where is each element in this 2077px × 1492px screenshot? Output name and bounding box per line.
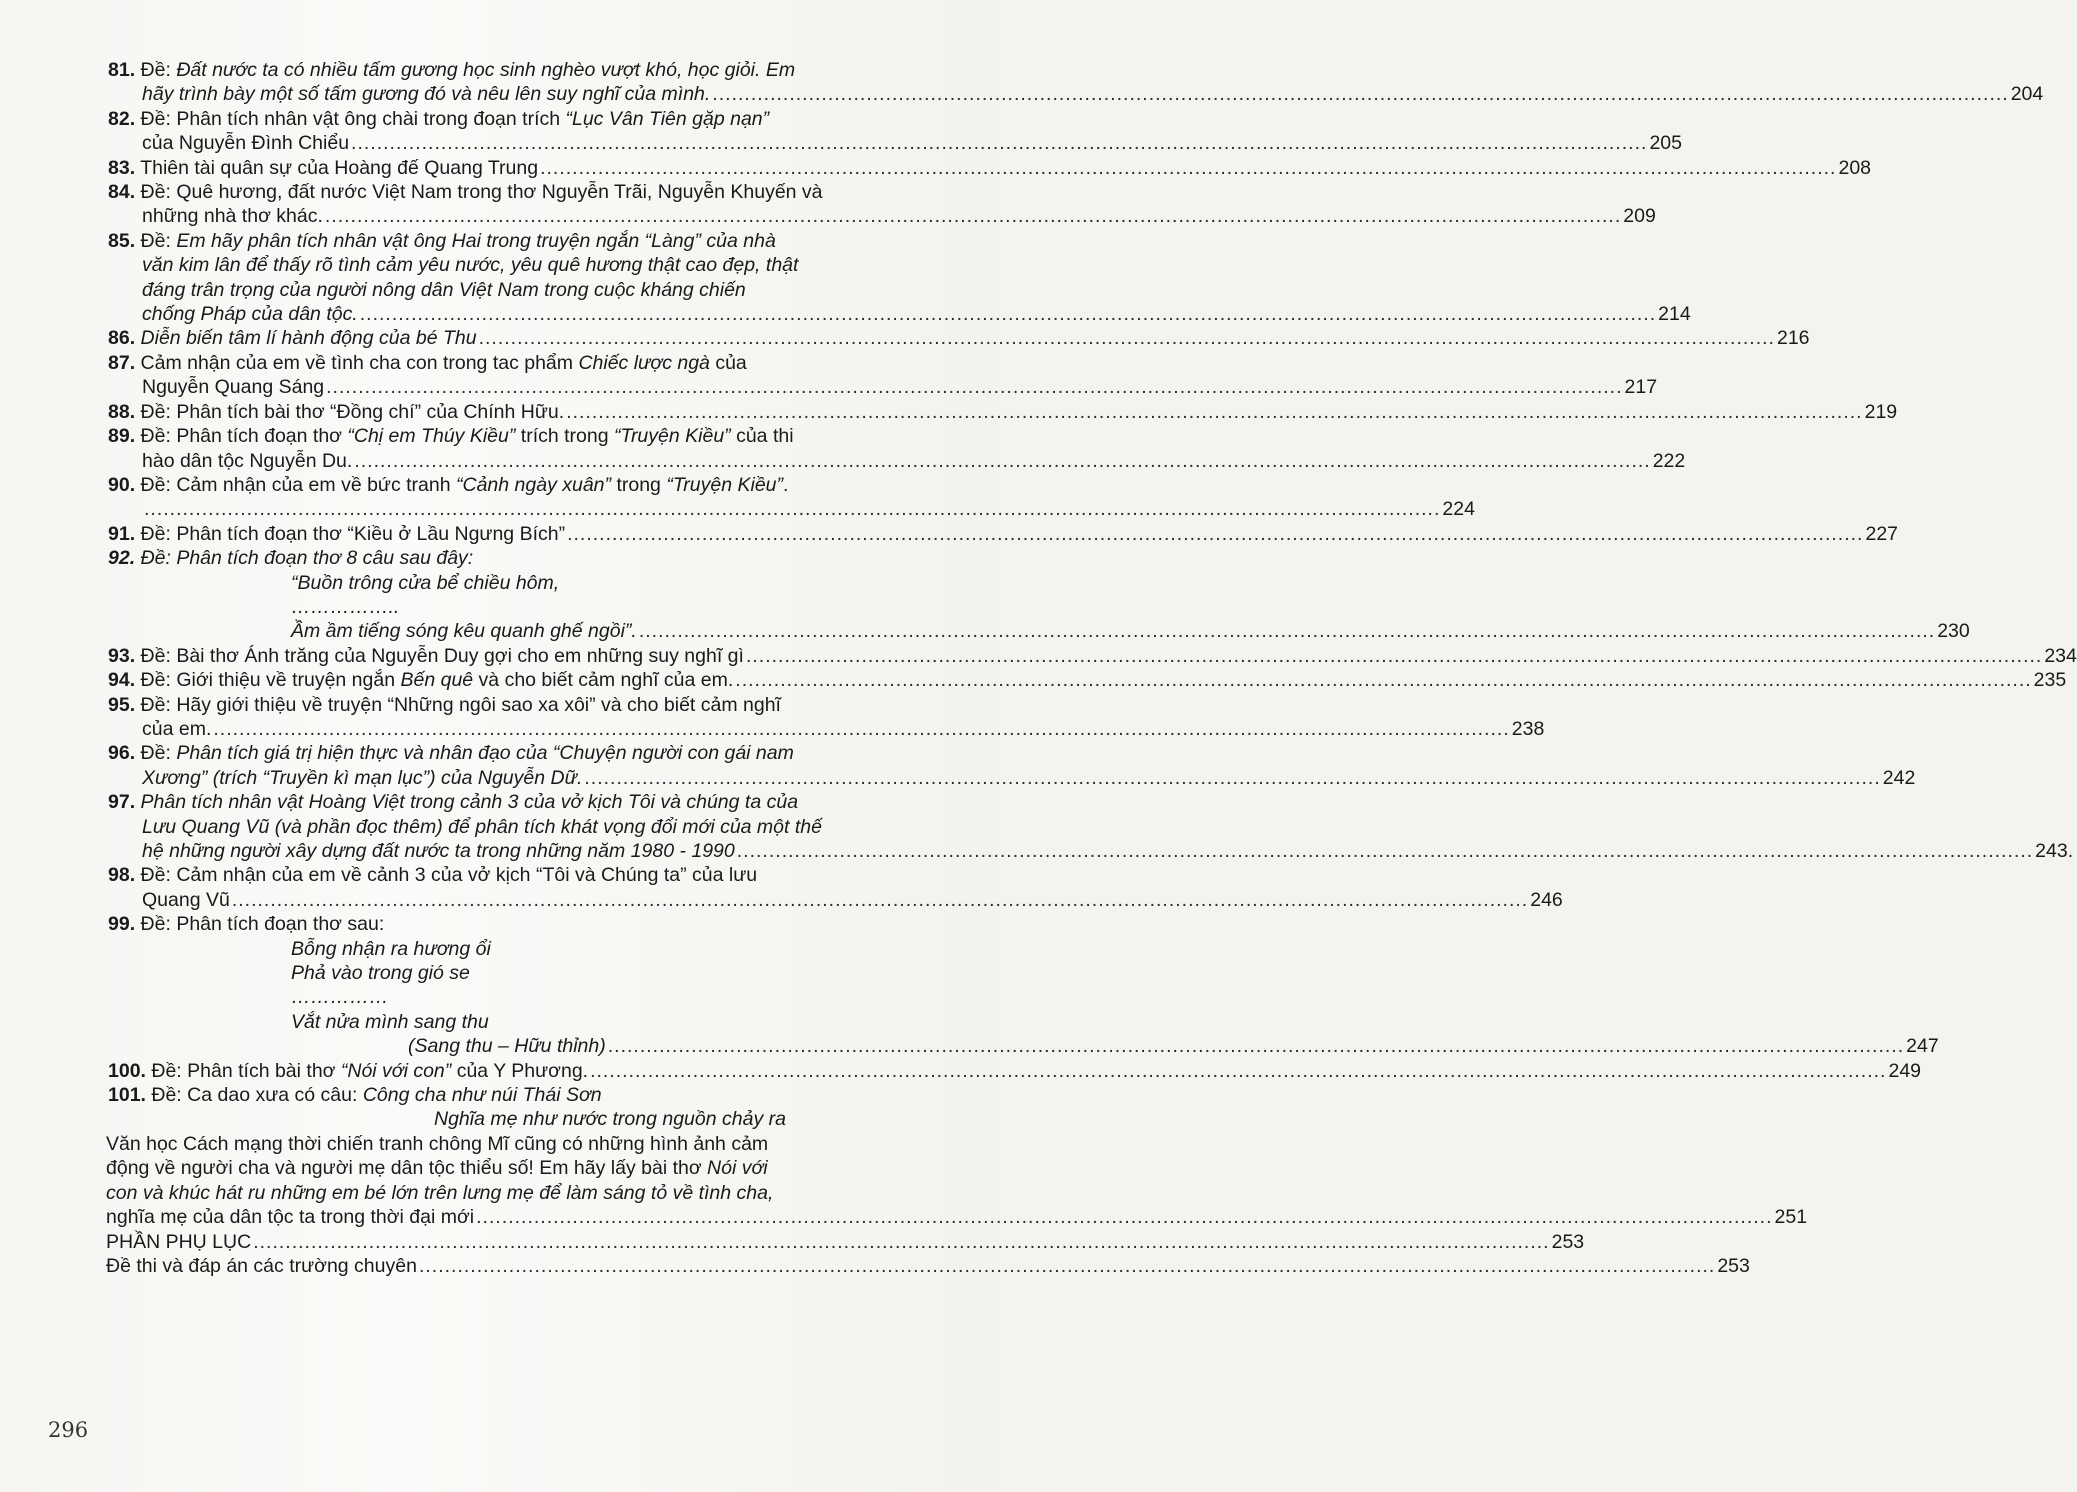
de-label: Đề: [140, 425, 171, 448]
toc-entry-95[interactable] [108, 693, 1545, 742]
entry-number: 97. [108, 791, 136, 814]
de-label: Đề: [140, 693, 171, 716]
entry-title: Phân tích đoạn thơ sau: [176, 913, 385, 936]
entry-number: 83. [108, 156, 136, 179]
page-number: 234 [2044, 644, 2077, 667]
leader-dots [419, 1254, 1715, 1278]
entry-title-cont: văn kim lân để thấy rõ tình cảm yêu nước, yêu quê hương thật cao đẹp, thật [142, 254, 799, 277]
toc-entry-90[interactable] [108, 473, 1475, 522]
page-number: 227 [1865, 522, 1899, 545]
entry-title: Thiên tài quân sự của Hoàng đế Quang Trung [140, 156, 539, 179]
entry-number: 99. [108, 913, 136, 936]
entry-title: Phân tích nhân vật ông chài trong đoạn trích [176, 107, 566, 130]
leader-dots [540, 156, 1836, 180]
leader-dots [584, 766, 1880, 790]
leader-dots [737, 839, 2033, 863]
entry-number: 96. [108, 742, 136, 765]
page-number: 230 [1937, 620, 1970, 643]
de-label: Đề: [151, 1084, 182, 1107]
page-number: 242 [1882, 766, 1916, 789]
leader-dots [253, 1230, 1549, 1254]
leader-dots [712, 82, 2008, 106]
toc-entry-92[interactable] [108, 546, 1970, 644]
leader-dots [590, 1059, 1886, 1083]
page-number: 222 [1652, 449, 1686, 472]
toc-entry-97[interactable] [108, 790, 2074, 863]
leader-dots [144, 497, 1440, 521]
entry-title: Bài thơ Ánh trăng của Nguyễn Duy gợi cho em những suy nghĩ gì [176, 644, 744, 667]
entry-number: 84. [108, 181, 136, 204]
entry-number: 98. [108, 864, 136, 887]
table-of-contents [106, 58, 2077, 1278]
entry-title: Ca dao xưa có câu: [187, 1084, 363, 1107]
toc-entry-98[interactable] [108, 863, 1563, 912]
entry-title-part: của thi [730, 425, 794, 448]
page-number: 246 [1530, 888, 1563, 911]
de-label: Đề: [140, 547, 171, 570]
entry-title: Đề thi và đáp án các trường chuyên [106, 1254, 417, 1277]
work-title: con và khúc hát ru những em bé lớn trên lưng mẹ [106, 1181, 534, 1204]
entry-title-cont: chống Pháp của dân tộc. [142, 303, 358, 326]
page-number: 251 [1774, 1206, 1808, 1229]
page-number: 219 [1864, 400, 1898, 423]
toc-entry-99[interactable] [108, 912, 1939, 1058]
page-number: 253 [1717, 1254, 1750, 1277]
entry-number: 92. [108, 547, 136, 570]
de-label: Đề: [140, 913, 171, 936]
poem-line: Phả vào trong gió se [291, 962, 470, 985]
page-number: 235 [2033, 669, 2067, 692]
entry-number: 93. [108, 644, 136, 667]
poem-line: “Buồn trông cửa bể chiều hôm, [291, 571, 560, 594]
entry-title: Quê hương, đất nước Việt Nam trong thơ Nguyễn Trãi, Nguyễn Khuyến và [176, 181, 823, 204]
toc-entry-appendix[interactable] [106, 1230, 1585, 1254]
page-number: 243. [2035, 840, 2074, 862]
entry-prompt: Văn học Cách mạng thời chiến tranh chông Mĩ cũng có những hình ảnh cảm [106, 1132, 769, 1155]
entry-title: Cảm nhận của em về cảnh 3 của vở kịch “Tôi và Chúng ta” của lưu [176, 864, 758, 887]
entry-title: Phân tích nhân vật Hoàng Việt trong cảnh 3 của vở kịch Tôi và chúng ta của [140, 791, 799, 814]
entry-title-part: và cho biết cảm nghĩ của em. [473, 669, 734, 692]
toc-entry-exams[interactable] [106, 1254, 1750, 1278]
leader-dots [213, 717, 1509, 741]
entry-number: 95. [108, 693, 136, 716]
de-label: Đề: [140, 229, 171, 252]
entry-title: Phân tích đoạn thơ “Kiều ở Lầu Ngưng Bích” [176, 522, 566, 545]
entry-title: Cảm nhận của em về bức tranh [176, 473, 457, 496]
leader-dots [351, 131, 1647, 155]
de-label: Đề: [140, 107, 171, 130]
entry-prompt: động về người cha và người mẹ dân tộc thiểu số! Em hãy lấy bài thơ [106, 1157, 708, 1180]
entry-title-cont: Nguyễn Quang Sáng [142, 376, 325, 399]
leader-dots [608, 1034, 1904, 1058]
toc-entry-82[interactable] [108, 107, 1682, 156]
entry-title: Phân tích bài thơ [187, 1059, 341, 1082]
leader-dots [566, 400, 1862, 424]
toc-entry-93[interactable] [108, 644, 2077, 668]
entry-title-cont: Xương” (trích “Truyền kì mạn lục”) của Nguyễn Dữ. [142, 766, 583, 789]
leader-dots [360, 302, 1656, 326]
de-label: Đề: [140, 181, 171, 204]
de-label: Đề: [140, 473, 171, 496]
leader-dots [735, 668, 2031, 692]
entry-number: 100. [108, 1059, 146, 1082]
poem-source: (Sang thu – Hữu thỉnh) [408, 1035, 606, 1058]
poem-line: Vắt nửa mình sang thu [291, 1010, 489, 1033]
leader-dots [325, 204, 1621, 228]
entry-number: 88. [108, 400, 136, 423]
work-title: “Truyện Kiều” [613, 425, 731, 448]
leader-dots [354, 449, 1650, 473]
work-title: Nói với [707, 1157, 768, 1180]
de-label: Đề: [140, 522, 171, 545]
entry-title-part: . [783, 473, 789, 496]
de-label: Đề: [140, 669, 171, 692]
entry-title-cont: của em. [142, 717, 212, 740]
de-label: Đề: [140, 742, 171, 765]
page-number: 205 [1649, 132, 1682, 155]
footer-page-number: 296 [48, 1418, 89, 1442]
entry-title: Đất nước ta có nhiều tấm gương học sinh nghèo vượt khó, học giỏi. Em [176, 59, 796, 81]
page-number: 247 [1906, 1035, 1939, 1058]
entry-title: Phân tích bài thơ “Đồng chí” của Chính Hữu. [176, 400, 565, 423]
toc-entry-101[interactable] [106, 1083, 1808, 1229]
page-number: 253 [1551, 1230, 1585, 1253]
entry-title-cont: Lưu Quang Vũ (và phần đọc thêm) để phân tích khát vọng đổi mới của một thế [142, 815, 822, 838]
entry-title: Em hãy phân tích nhân vật ông Hai trong truyện ngắn “Làng” của nhà [176, 229, 776, 252]
page-number: 224 [1442, 498, 1475, 521]
entry-prompt: nghĩa mẹ của dân tộc ta trong thời đại mới [106, 1206, 475, 1229]
entry-number: 81. [108, 59, 136, 81]
poem-ellipsis: …………….. [291, 595, 400, 618]
entry-number: 94. [108, 669, 136, 692]
leader-dots [567, 522, 1863, 546]
de-label: Đề: [151, 1059, 182, 1082]
entry-title-cont: đáng trân trọng của người nông dân Việt Nam trong cuộc kháng chiến [142, 278, 746, 301]
work-title: “Chị em Thúy Kiều” [347, 425, 516, 448]
entry-title: Diễn biến tâm lí hành động của bé Thu [140, 327, 477, 350]
entry-title: Phân tích đoạn thơ [176, 425, 348, 448]
page-number: 208 [1838, 156, 1872, 179]
work-title: Bến quê [400, 669, 474, 692]
leader-dots [746, 644, 2042, 668]
work-title: “Nói với con” [340, 1059, 452, 1082]
entry-prompt: để làm sáng tỏ về tình cha, [533, 1181, 774, 1204]
toc-entry-94[interactable] [108, 668, 2067, 692]
entry-title-cont: của Nguyễn Đình Chiểu [142, 132, 350, 155]
poem-line: Ầm ầm tiếng sóng kêu quanh ghế ngồi”. [291, 620, 637, 643]
toc-entry-87[interactable] [108, 351, 1658, 400]
toc-entry-89[interactable] [108, 424, 1686, 473]
poem-line: Bỗng nhận ra hương ổi [291, 937, 491, 960]
work-title: “Lục Vân Tiên gặp nạn” [565, 107, 770, 130]
folk-verse: Công cha như núi Thái Sơn [362, 1084, 602, 1107]
toc-entry-91[interactable] [108, 522, 1899, 546]
entry-number: 89. [108, 425, 136, 448]
page-number: 209 [1623, 205, 1656, 228]
folk-verse: Nghĩa mẹ như nước trong nguồn chảy ra [434, 1108, 786, 1131]
de-label: Đề: [140, 400, 171, 423]
toc-entry-84[interactable] [108, 180, 1656, 229]
toc-entry-86[interactable] [108, 326, 1810, 350]
page-number: 217 [1624, 376, 1658, 399]
page-number: 216 [1776, 327, 1810, 350]
entry-title-cont: hào dân tộc Nguyễn Du. [142, 449, 353, 472]
toc-entry-85[interactable] [108, 229, 1691, 327]
de-label: Đề: [140, 59, 171, 81]
toc-entry-100[interactable] [108, 1059, 1922, 1083]
page-number: 238 [1511, 717, 1545, 740]
toc-entry-96[interactable] [108, 741, 1916, 790]
page-number: 214 [1658, 303, 1691, 326]
page-number: 204 [2010, 83, 2044, 106]
leader-dots [476, 1205, 1772, 1229]
entry-number: 91. [108, 522, 136, 545]
entry-title: Phân tích đoạn thơ 8 câu sau đây: [176, 547, 474, 570]
entry-title-cont: hãy trình bày một số tấm gương đó và nêu lên suy nghĩ của mình. [142, 83, 711, 106]
entry-title: Hãy giới thiệu về truyện “Những ngôi sao xa xôi” và cho biết cảm nghĩ [176, 693, 781, 716]
entry-title: Phân tích giá trị hiện thực và nhân đạo của “Chuyện người con gái nam [176, 742, 794, 765]
entry-title: Cảm nhận của em về tình cha con trong tac phẩm [140, 351, 579, 374]
work-title: “Cảnh ngày xuân” [456, 473, 612, 496]
entry-number: 87. [108, 351, 136, 374]
section-title: PHẦN PHỤ LỤC [106, 1230, 252, 1253]
entry-title-part: của [709, 351, 747, 374]
entry-number: 82. [108, 107, 136, 130]
entry-title-part: của Y Phương. [451, 1059, 589, 1082]
toc-entry-83[interactable] [108, 156, 1872, 180]
entry-title: Giới thiệu về truyện ngắn [176, 669, 401, 692]
entry-title-cont: hệ những người xây dựng đất nước ta trong những năm 1980 - 1990 [142, 840, 735, 862]
page-number: 249 [1888, 1059, 1922, 1082]
entry-number: 86. [108, 327, 136, 350]
entry-title-cont: những nhà thơ khác. [142, 205, 323, 228]
entry-number: 85. [108, 229, 136, 252]
entry-title-part: trích trong [515, 425, 614, 448]
leader-dots [232, 888, 1528, 912]
leader-dots [326, 375, 1622, 399]
toc-entry-88[interactable] [108, 400, 1898, 424]
poem-ellipsis: …………… [291, 986, 389, 1009]
entry-title-cont: Quang Vũ [142, 888, 230, 911]
leader-dots [639, 619, 1935, 643]
entry-number: 90. [108, 473, 136, 496]
work-title: Chiếc lược ngà [578, 351, 710, 374]
de-label: Đề: [140, 644, 171, 667]
de-label: Đề: [140, 864, 171, 887]
entry-title-part: trong [611, 473, 667, 496]
entry-number: 101. [108, 1084, 146, 1107]
work-title: “Truyện Kiều” [666, 473, 784, 496]
leader-dots [479, 326, 1775, 350]
toc-entry-81[interactable] [108, 58, 2044, 107]
